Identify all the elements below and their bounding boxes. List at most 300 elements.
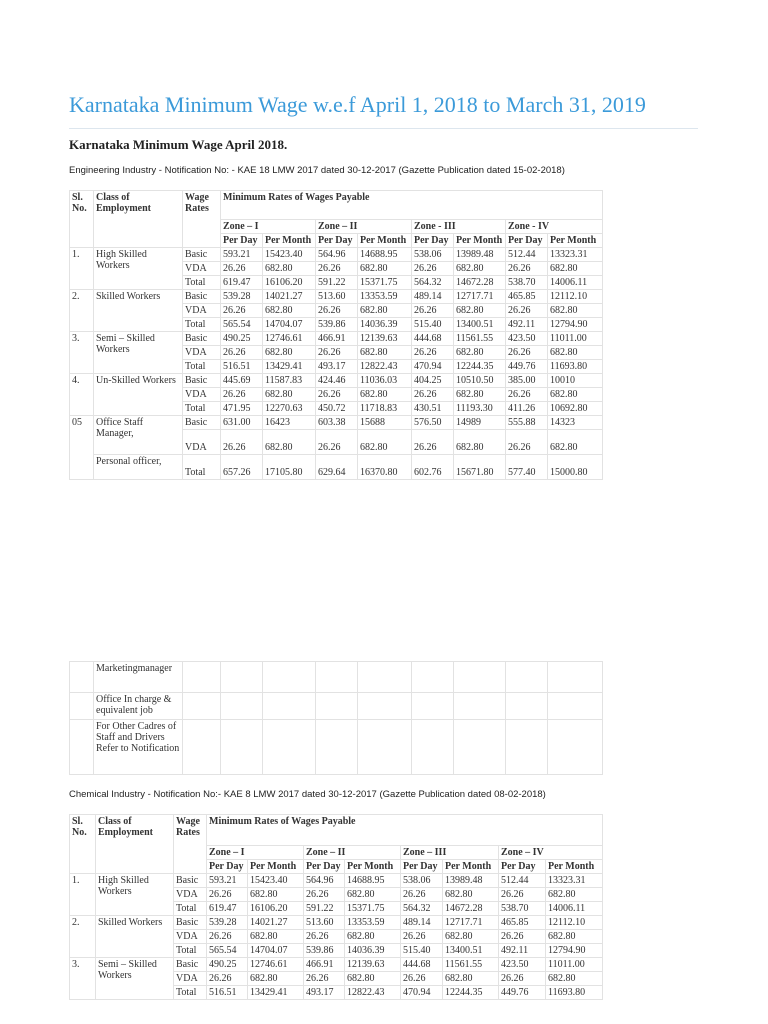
wage-value: 12717.71 bbox=[443, 916, 499, 930]
empty-cell bbox=[358, 693, 412, 720]
table-row bbox=[70, 874, 603, 888]
wage-value: 682.80 bbox=[248, 930, 304, 944]
employment-class: High Skilled Workers bbox=[96, 874, 174, 916]
wage-value: 493.17 bbox=[316, 360, 358, 374]
wage-value: 12112.10 bbox=[546, 916, 603, 930]
table-row bbox=[70, 720, 603, 775]
wage-value: 12822.43 bbox=[358, 360, 412, 374]
table-row bbox=[70, 290, 603, 304]
empty-cell bbox=[358, 662, 412, 693]
wage-value: 12794.90 bbox=[548, 318, 603, 332]
wage-value: 489.14 bbox=[401, 916, 443, 930]
wage-value: 682.80 bbox=[546, 930, 603, 944]
wage-value: 11718.83 bbox=[358, 402, 412, 416]
per-month-header: Per Month bbox=[454, 234, 506, 248]
sl-number: 1. bbox=[70, 874, 96, 916]
employment-class: Office Staff Manager, bbox=[94, 416, 183, 455]
wage-value: 682.80 bbox=[263, 430, 316, 455]
table-row bbox=[70, 455, 603, 480]
wage-value: 26.26 bbox=[316, 304, 358, 318]
wage-type: Total bbox=[183, 318, 221, 332]
wage-value: 513.60 bbox=[304, 916, 345, 930]
per-month-header: Per Month bbox=[358, 234, 412, 248]
wage-value: 12746.61 bbox=[263, 332, 316, 346]
sl-number: 2. bbox=[70, 916, 96, 958]
table-row bbox=[70, 332, 603, 346]
wage-value: 682.80 bbox=[443, 930, 499, 944]
wage-value: 14323 bbox=[548, 416, 603, 430]
table-row bbox=[70, 662, 603, 693]
wage-value: 26.26 bbox=[401, 972, 443, 986]
wage-value: 470.94 bbox=[401, 986, 443, 1000]
table-row bbox=[70, 248, 603, 262]
wage-value: 16106.20 bbox=[248, 902, 304, 916]
wage-value: 539.28 bbox=[207, 916, 248, 930]
zone-header: Zone – II bbox=[304, 846, 401, 860]
wage-value: 26.26 bbox=[499, 930, 546, 944]
per-day-header: Per Day bbox=[316, 234, 358, 248]
wage-value: 513.60 bbox=[316, 290, 358, 304]
wage-value: 682.80 bbox=[443, 972, 499, 986]
wage-type: Total bbox=[174, 902, 207, 916]
wage-value: 12270.63 bbox=[263, 402, 316, 416]
wage-value: 682.80 bbox=[358, 388, 412, 402]
wage-value: 12244.35 bbox=[443, 986, 499, 1000]
wage-value: 682.80 bbox=[345, 888, 401, 902]
wage-type: VDA bbox=[174, 972, 207, 986]
table-row bbox=[70, 374, 603, 388]
wage-value: 11193.30 bbox=[454, 402, 506, 416]
wage-value: 619.47 bbox=[207, 902, 248, 916]
wage-value: 14688.95 bbox=[358, 248, 412, 262]
wage-value: 17105.80 bbox=[263, 455, 316, 480]
wage-value: 577.40 bbox=[506, 455, 548, 480]
wage-value: 591.22 bbox=[304, 902, 345, 916]
wage-value: 26.26 bbox=[316, 262, 358, 276]
empty-cell bbox=[506, 693, 548, 720]
wage-value: 411.26 bbox=[506, 402, 548, 416]
wage-value: 682.80 bbox=[248, 972, 304, 986]
wage-value: 682.80 bbox=[345, 930, 401, 944]
wage-value: 26.26 bbox=[304, 888, 345, 902]
engineering-table-continued bbox=[69, 661, 603, 775]
table-row bbox=[70, 958, 603, 972]
wage-value: 538.70 bbox=[506, 276, 548, 290]
wage-value: 26.26 bbox=[412, 430, 454, 455]
wage-value: 13353.59 bbox=[358, 290, 412, 304]
wage-value: 450.72 bbox=[316, 402, 358, 416]
wage-value: 26.26 bbox=[506, 430, 548, 455]
wage-type: Basic bbox=[183, 374, 221, 388]
wage-value: 15423.40 bbox=[248, 874, 304, 888]
wage-value: 26.26 bbox=[506, 346, 548, 360]
wage-value: 14704.07 bbox=[248, 944, 304, 958]
employment-class: Marketingmanager bbox=[94, 662, 183, 693]
wage-type: Basic bbox=[174, 874, 207, 888]
wage-value: 564.96 bbox=[304, 874, 345, 888]
wage-value: 26.26 bbox=[207, 888, 248, 902]
wage-value: 564.32 bbox=[412, 276, 454, 290]
empty-cell bbox=[316, 693, 358, 720]
wage-value: 26.26 bbox=[316, 346, 358, 360]
wage-value: 12822.43 bbox=[345, 986, 401, 1000]
wage-value: 26.26 bbox=[221, 304, 263, 318]
wage-value: 629.64 bbox=[316, 455, 358, 480]
empty-cell bbox=[548, 720, 603, 775]
wage-value: 565.54 bbox=[207, 944, 248, 958]
wage-value: 15371.75 bbox=[358, 276, 412, 290]
empty-cell bbox=[548, 693, 603, 720]
sl-header: Sl. No. bbox=[70, 191, 94, 248]
chemical-wage-table bbox=[69, 814, 603, 1000]
empty-cell bbox=[506, 662, 548, 693]
wage-value: 26.26 bbox=[221, 388, 263, 402]
wage-value: 682.80 bbox=[454, 262, 506, 276]
wage-value: 593.21 bbox=[207, 874, 248, 888]
empty-cell bbox=[454, 720, 506, 775]
wage-value: 26.26 bbox=[499, 972, 546, 986]
wage-value: 444.68 bbox=[412, 332, 454, 346]
wage-value: 539.86 bbox=[304, 944, 345, 958]
wage-value: 512.44 bbox=[506, 248, 548, 262]
wage-value: 445.69 bbox=[221, 374, 263, 388]
zone-header: Zone – II bbox=[316, 220, 412, 234]
per-day-header: Per Day bbox=[207, 860, 248, 874]
wage-value: 591.22 bbox=[316, 276, 358, 290]
wage-value: 471.95 bbox=[221, 402, 263, 416]
wage-value: 564.96 bbox=[316, 248, 358, 262]
wage-value: 682.80 bbox=[548, 346, 603, 360]
wage-value: 516.51 bbox=[221, 360, 263, 374]
wage-value: 10510.50 bbox=[454, 374, 506, 388]
wage-type: Basic bbox=[174, 916, 207, 930]
wage-value: 682.80 bbox=[546, 972, 603, 986]
employment-class: High Skilled Workers bbox=[94, 248, 183, 290]
employment-class: Skilled Workers bbox=[96, 916, 174, 958]
wage-value: 430.51 bbox=[412, 402, 454, 416]
wage-value: 13429.41 bbox=[248, 986, 304, 1000]
wage-value: 12139.63 bbox=[358, 332, 412, 346]
wage-value: 13323.31 bbox=[546, 874, 603, 888]
empty-cell bbox=[454, 662, 506, 693]
wage-value: 449.76 bbox=[499, 986, 546, 1000]
wage-type: Total bbox=[174, 986, 207, 1000]
wage-value: 515.40 bbox=[401, 944, 443, 958]
wage-value: 13400.51 bbox=[454, 318, 506, 332]
wage-value: 682.80 bbox=[454, 304, 506, 318]
wage-value: 26.26 bbox=[316, 430, 358, 455]
zone-header: Zone – I bbox=[221, 220, 316, 234]
wage-value: 682.80 bbox=[358, 262, 412, 276]
chemical-notification: Chemical Industry - Notification No:- KAE 8 LMW 2017 dated 30-12-2017 (Gazette Publication dated 08-02-2018) bbox=[69, 789, 546, 800]
empty-cell bbox=[316, 662, 358, 693]
wage-value: 14672.28 bbox=[454, 276, 506, 290]
wage-value: 11561.55 bbox=[454, 332, 506, 346]
wage-value: 576.50 bbox=[412, 416, 454, 430]
wage-value: 492.11 bbox=[499, 944, 546, 958]
wage-value: 682.80 bbox=[443, 888, 499, 902]
wage-value: 26.26 bbox=[207, 972, 248, 986]
wage-value: 682.80 bbox=[345, 972, 401, 986]
wage-value: 465.85 bbox=[506, 290, 548, 304]
class-header: Class of Employment bbox=[94, 191, 183, 248]
wage-value: 26.26 bbox=[221, 346, 263, 360]
wage-type: Basic bbox=[183, 248, 221, 262]
wage-value: 512.44 bbox=[499, 874, 546, 888]
wage-value: 12746.61 bbox=[248, 958, 304, 972]
wage-value: 13323.31 bbox=[548, 248, 603, 262]
wage-value: 565.54 bbox=[221, 318, 263, 332]
wage-value: 16370.80 bbox=[358, 455, 412, 480]
wage-type: Basic bbox=[183, 290, 221, 304]
per-month-header: Per Month bbox=[263, 234, 316, 248]
wage-value: 14021.27 bbox=[263, 290, 316, 304]
wage-value: 11693.80 bbox=[548, 360, 603, 374]
wage-header: Wage Rates bbox=[183, 191, 221, 248]
wage-value: 490.25 bbox=[221, 332, 263, 346]
table-row bbox=[70, 916, 603, 930]
wage-value: 489.14 bbox=[412, 290, 454, 304]
wage-value: 15371.75 bbox=[345, 902, 401, 916]
zone-header: Zone - IV bbox=[506, 220, 603, 234]
empty-cell bbox=[454, 693, 506, 720]
wage-header: Wage Rates bbox=[174, 815, 207, 874]
employment-class: For Other Cadres of Staff and Drivers Refer to Notification bbox=[94, 720, 183, 775]
wage-value: 11561.55 bbox=[443, 958, 499, 972]
empty-cell bbox=[183, 662, 221, 693]
sl-number: 3. bbox=[70, 332, 94, 374]
zone-header: Zone – I bbox=[207, 846, 304, 860]
wage-value: 14989 bbox=[454, 416, 506, 430]
wage-value: 26.26 bbox=[401, 930, 443, 944]
wage-value: 682.80 bbox=[548, 304, 603, 318]
wage-type: VDA bbox=[183, 346, 221, 360]
per-month-header: Per Month bbox=[345, 860, 401, 874]
wage-value: 26.26 bbox=[304, 930, 345, 944]
wage-type: VDA bbox=[183, 388, 221, 402]
wage-value: 26.26 bbox=[412, 388, 454, 402]
wage-value: 12139.63 bbox=[345, 958, 401, 972]
wage-value: 14704.07 bbox=[263, 318, 316, 332]
wage-value: 26.26 bbox=[221, 430, 263, 455]
wage-value: 10010 bbox=[548, 374, 603, 388]
class-header: Class of Employment bbox=[96, 815, 174, 874]
employment-class: Personal officer, bbox=[94, 455, 183, 480]
wage-value: 11693.80 bbox=[546, 986, 603, 1000]
wage-value: 26.26 bbox=[506, 388, 548, 402]
wage-value: 444.68 bbox=[401, 958, 443, 972]
empty-cell bbox=[316, 720, 358, 775]
employment-class: Semi – Skilled Workers bbox=[96, 958, 174, 1000]
wage-type: VDA bbox=[183, 430, 221, 455]
empty-cell bbox=[70, 662, 94, 693]
wage-value: 26.26 bbox=[506, 304, 548, 318]
wage-value: 16423 bbox=[263, 416, 316, 430]
wage-value: 14021.27 bbox=[248, 916, 304, 930]
wage-value: 424.46 bbox=[316, 374, 358, 388]
sl-number: 3. bbox=[70, 958, 96, 1000]
sl-number: 2. bbox=[70, 290, 94, 332]
wage-value: 603.38 bbox=[316, 416, 358, 430]
wage-value: 682.80 bbox=[546, 888, 603, 902]
wage-value: 682.80 bbox=[263, 346, 316, 360]
wage-value: 682.80 bbox=[248, 888, 304, 902]
empty-cell bbox=[412, 720, 454, 775]
wage-value: 470.94 bbox=[412, 360, 454, 374]
wage-value: 15671.80 bbox=[454, 455, 506, 480]
engineering-wage-table bbox=[69, 190, 603, 480]
wage-value: 11036.03 bbox=[358, 374, 412, 388]
wage-value: 682.80 bbox=[454, 346, 506, 360]
wage-type: VDA bbox=[174, 930, 207, 944]
wage-value: 14036.39 bbox=[358, 318, 412, 332]
empty-cell bbox=[358, 720, 412, 775]
wage-value: 682.80 bbox=[263, 304, 316, 318]
empty-cell bbox=[263, 720, 316, 775]
wage-value: 493.17 bbox=[304, 986, 345, 1000]
per-month-header: Per Month bbox=[248, 860, 304, 874]
wage-type: VDA bbox=[183, 262, 221, 276]
empty-cell bbox=[70, 693, 94, 720]
wage-type: Total bbox=[183, 360, 221, 374]
wage-value: 15000.80 bbox=[548, 455, 603, 480]
wage-type: Total bbox=[183, 455, 221, 480]
wage-value: 564.32 bbox=[401, 902, 443, 916]
table-row bbox=[70, 416, 603, 430]
wage-type: VDA bbox=[174, 888, 207, 902]
min-rates-header: Minimum Rates of Wages Payable bbox=[221, 191, 603, 220]
wage-value: 26.26 bbox=[304, 972, 345, 986]
wage-type: Basic bbox=[174, 958, 207, 972]
wage-value: 538.06 bbox=[401, 874, 443, 888]
wage-value: 14688.95 bbox=[345, 874, 401, 888]
wage-value: 13400.51 bbox=[443, 944, 499, 958]
wage-value: 423.50 bbox=[499, 958, 546, 972]
wage-value: 538.70 bbox=[499, 902, 546, 916]
per-day-header: Per Day bbox=[499, 860, 546, 874]
per-day-header: Per Day bbox=[412, 234, 454, 248]
wage-value: 14036.39 bbox=[345, 944, 401, 958]
wage-value: 14006.11 bbox=[546, 902, 603, 916]
wage-value: 682.80 bbox=[548, 388, 603, 402]
wage-value: 492.11 bbox=[506, 318, 548, 332]
wage-value: 11587.83 bbox=[263, 374, 316, 388]
wage-value: 11011.00 bbox=[548, 332, 603, 346]
wage-value: 682.80 bbox=[358, 304, 412, 318]
wage-type: Basic bbox=[183, 332, 221, 346]
wage-value: 682.80 bbox=[358, 430, 412, 455]
wage-value: 15688 bbox=[358, 416, 412, 430]
wage-value: 26.26 bbox=[207, 930, 248, 944]
wage-value: 13989.48 bbox=[443, 874, 499, 888]
per-day-header: Per Day bbox=[221, 234, 263, 248]
wage-type: Total bbox=[183, 402, 221, 416]
wage-value: 16106.20 bbox=[263, 276, 316, 290]
wage-value: 14672.28 bbox=[443, 902, 499, 916]
wage-value: 13429.41 bbox=[263, 360, 316, 374]
employment-class: Semi – Skilled Workers bbox=[94, 332, 183, 374]
wage-value: 26.26 bbox=[499, 888, 546, 902]
empty-cell bbox=[412, 693, 454, 720]
empty-cell bbox=[548, 662, 603, 693]
empty-cell bbox=[412, 662, 454, 693]
empty-cell bbox=[221, 693, 263, 720]
wage-value: 15423.40 bbox=[263, 248, 316, 262]
wage-value: 465.85 bbox=[499, 916, 546, 930]
wage-value: 12794.90 bbox=[546, 944, 603, 958]
table-row bbox=[70, 693, 603, 720]
min-rates-header: Minimum Rates of Wages Payable bbox=[207, 815, 603, 846]
empty-cell bbox=[221, 662, 263, 693]
zone-header: Zone – III bbox=[401, 846, 499, 860]
wage-value: 14006.11 bbox=[548, 276, 603, 290]
empty-cell bbox=[506, 720, 548, 775]
wage-value: 682.80 bbox=[454, 388, 506, 402]
wage-type: Total bbox=[174, 944, 207, 958]
wage-value: 12244.35 bbox=[454, 360, 506, 374]
per-day-header: Per Day bbox=[304, 860, 345, 874]
sl-number: 1. bbox=[70, 248, 94, 290]
wage-value: 682.80 bbox=[548, 430, 603, 455]
sl-number: 05 bbox=[70, 416, 94, 480]
per-month-header: Per Month bbox=[546, 860, 603, 874]
wage-value: 26.26 bbox=[412, 346, 454, 360]
wage-value: 602.76 bbox=[412, 455, 454, 480]
sl-number: 4. bbox=[70, 374, 94, 416]
wage-value: 682.80 bbox=[548, 262, 603, 276]
wage-value: 404.25 bbox=[412, 374, 454, 388]
wage-type: Basic bbox=[183, 416, 221, 430]
employment-class: Skilled Workers bbox=[94, 290, 183, 332]
employment-class: Un-Skilled Workers bbox=[94, 374, 183, 416]
zone-header: Zone - III bbox=[412, 220, 506, 234]
wage-value: 13353.59 bbox=[345, 916, 401, 930]
wage-value: 26.26 bbox=[316, 388, 358, 402]
wage-value: 26.26 bbox=[221, 262, 263, 276]
wage-value: 11011.00 bbox=[546, 958, 603, 972]
wage-value: 26.26 bbox=[401, 888, 443, 902]
wage-value: 466.91 bbox=[316, 332, 358, 346]
wage-value: 539.86 bbox=[316, 318, 358, 332]
wage-value: 538.06 bbox=[412, 248, 454, 262]
header-row bbox=[70, 191, 603, 220]
wage-value: 466.91 bbox=[304, 958, 345, 972]
wage-value: 657.26 bbox=[221, 455, 263, 480]
wage-value: 539.28 bbox=[221, 290, 263, 304]
page-title: Karnataka Minimum Wage w.e.f April 1, 2018 to March 31, 2019 bbox=[69, 92, 646, 117]
wage-value: 555.88 bbox=[506, 416, 548, 430]
wage-type: Total bbox=[183, 276, 221, 290]
per-month-header: Per Month bbox=[443, 860, 499, 874]
wage-value: 682.80 bbox=[263, 388, 316, 402]
per-month-header: Per Month bbox=[548, 234, 603, 248]
wage-value: 449.76 bbox=[506, 360, 548, 374]
empty-cell bbox=[263, 693, 316, 720]
per-day-header: Per Day bbox=[401, 860, 443, 874]
wage-value: 516.51 bbox=[207, 986, 248, 1000]
wage-value: 515.40 bbox=[412, 318, 454, 332]
wage-value: 13989.48 bbox=[454, 248, 506, 262]
wage-value: 385.00 bbox=[506, 374, 548, 388]
sl-header: Sl. No. bbox=[70, 815, 96, 874]
wage-value: 12717.71 bbox=[454, 290, 506, 304]
wage-value: 26.26 bbox=[412, 262, 454, 276]
wage-value: 682.80 bbox=[358, 346, 412, 360]
wage-value: 26.26 bbox=[506, 262, 548, 276]
wage-value: 631.00 bbox=[221, 416, 263, 430]
header-row bbox=[70, 815, 603, 846]
section-heading: Karnataka Minimum Wage April 2018. bbox=[69, 137, 288, 152]
